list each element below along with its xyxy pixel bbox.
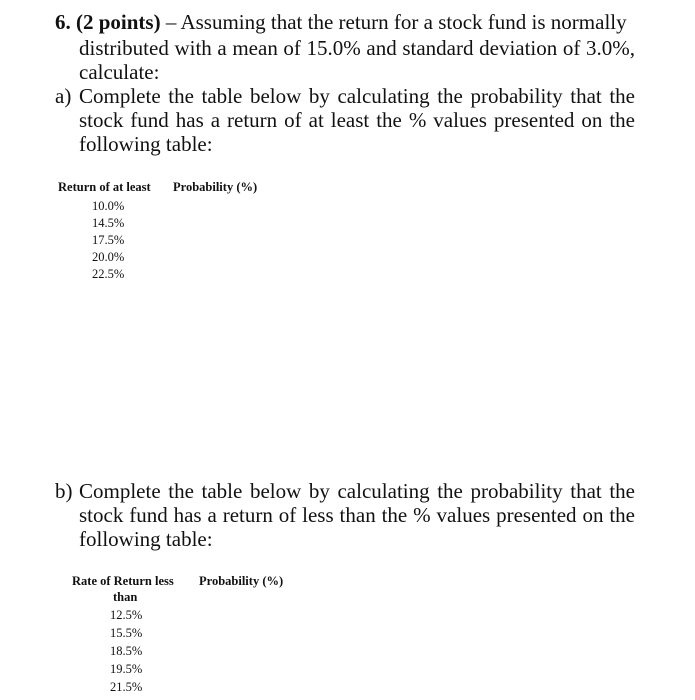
table-b-header-rate-line-2: than [113,590,138,604]
question-number: 6. [55,10,71,34]
part-a-letter: a) [55,84,72,108]
table-b-row-value: 19.5% [110,662,143,676]
table-a-row-value: 17.5% [92,233,125,247]
question-dash: – [165,10,177,34]
part-b-line-3: following table: [79,527,213,551]
part-b-letter: b) [55,479,73,503]
table-a-row-value: 14.5% [92,216,125,230]
table-b-row-value: 21.5% [110,680,143,694]
table-a-row-value: 20.0% [92,250,125,264]
question-points: (2 points) [76,10,161,34]
table-a-header-return: Return of at least [58,180,151,194]
question-line-1 [55,10,627,34]
table-b-row-value: 18.5% [110,644,143,658]
table-a-header-probability: Probability (%) [173,180,258,194]
part-b-line-2: stock fund has a return of less than the % values presented on the [79,503,635,527]
table-b-row-value: 15.5% [110,626,143,640]
table-b-row-value: 12.5% [110,608,143,622]
part-a-line-1: Complete the table below by calculating the probability that the [79,84,635,108]
table-b-header-probability: Probability (%) [199,574,284,588]
table-a-row-value: 10.0% [92,199,125,213]
question-intro-line-1: Assuming that the return for a stock fund is normally [180,10,627,34]
question-intro-line-3: calculate: [79,60,160,84]
question-intro-line-2: distributed with a mean of 15.0% and standard deviation of 3.0%, [79,36,635,60]
table-b-header-rate-line-1: Rate of Return less [72,574,174,588]
part-a-line-2: stock fund has a return of at least the % values presented on the [79,108,635,132]
part-b-line-1: Complete the table below by calculating the probability that the [79,479,635,503]
part-a-line-3: following table: [79,132,213,156]
table-a-row-value: 22.5% [92,267,125,281]
